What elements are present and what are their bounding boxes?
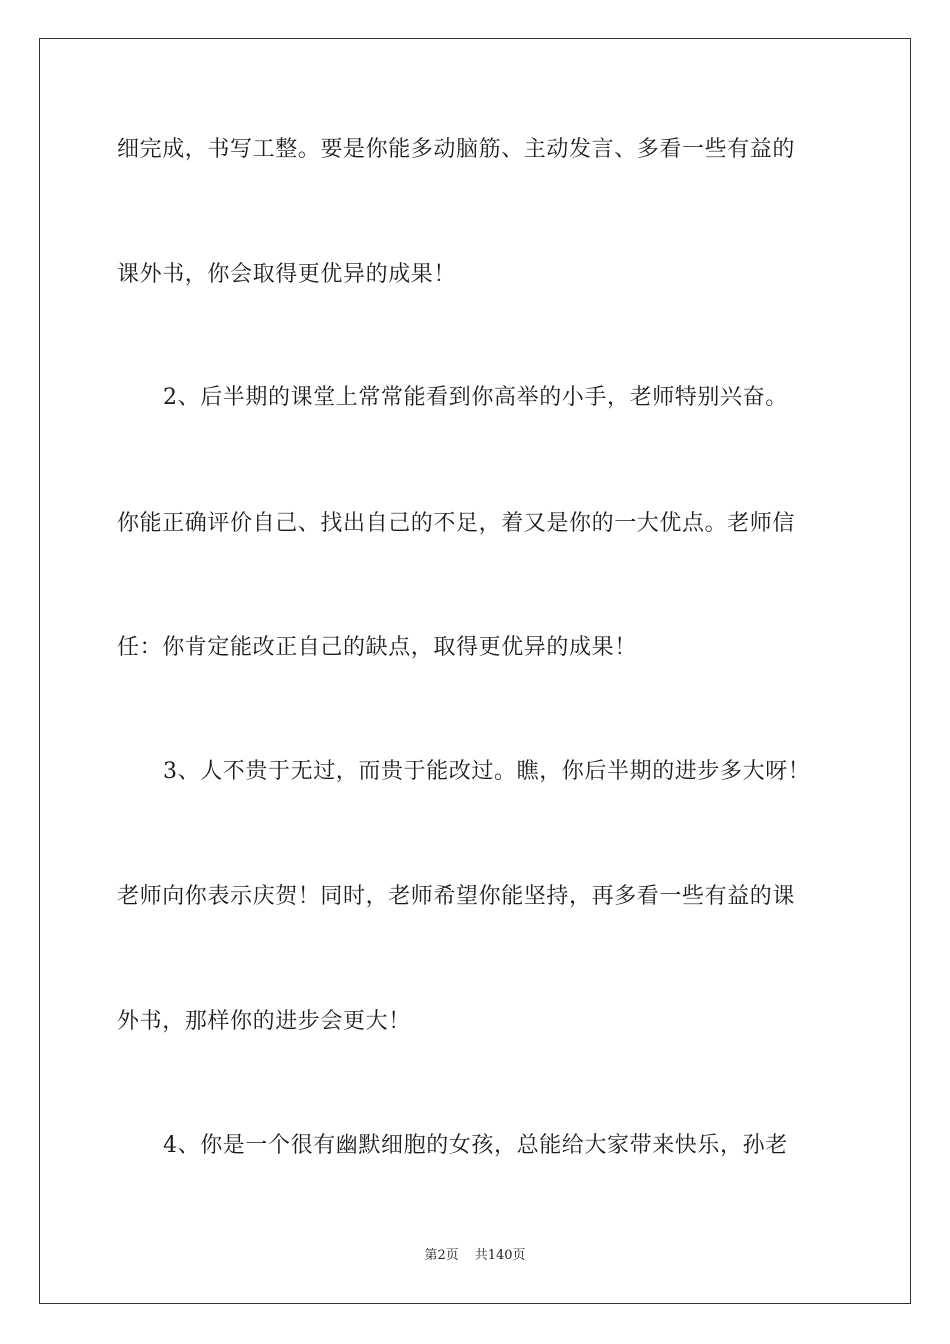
- page-frame: [39, 38, 911, 1304]
- page-number: 第2页: [424, 1248, 459, 1263]
- text-line: 老师向你表示庆贺！同时，老师希望你能坚持，再多看一些有益的课: [117, 884, 796, 909]
- page-total: 共140页: [474, 1248, 526, 1263]
- text-line: 你能正确评价自己、找出自己的不足，着又是你的一大优点。老师信: [117, 511, 796, 536]
- text-line: 外书，那样你的进步会更大！: [117, 1009, 411, 1034]
- page-footer: [0, 1247, 950, 1265]
- paragraph-start-line: 2、后半期的课堂上常常能看到你高举的小手，老师特别兴奋。: [163, 385, 788, 410]
- paragraph-start-line: 4、你是一个很有幽默细胞的女孩，总能给大家带来快乐，孙老: [163, 1133, 788, 1158]
- paragraph-start-line: 3、人不贵于无过，而贵于能改过。瞧，你后半期的进步多大呀！: [163, 759, 811, 784]
- text-line: 细完成，书写工整。要是你能多动脑筋、主动发言、多看一些有益的: [117, 137, 796, 162]
- text-line: 任：你肯定能改正自己的缺点，取得更优异的成果！: [117, 635, 637, 660]
- text-line: 课外书，你会取得更优异的成果！: [117, 262, 457, 287]
